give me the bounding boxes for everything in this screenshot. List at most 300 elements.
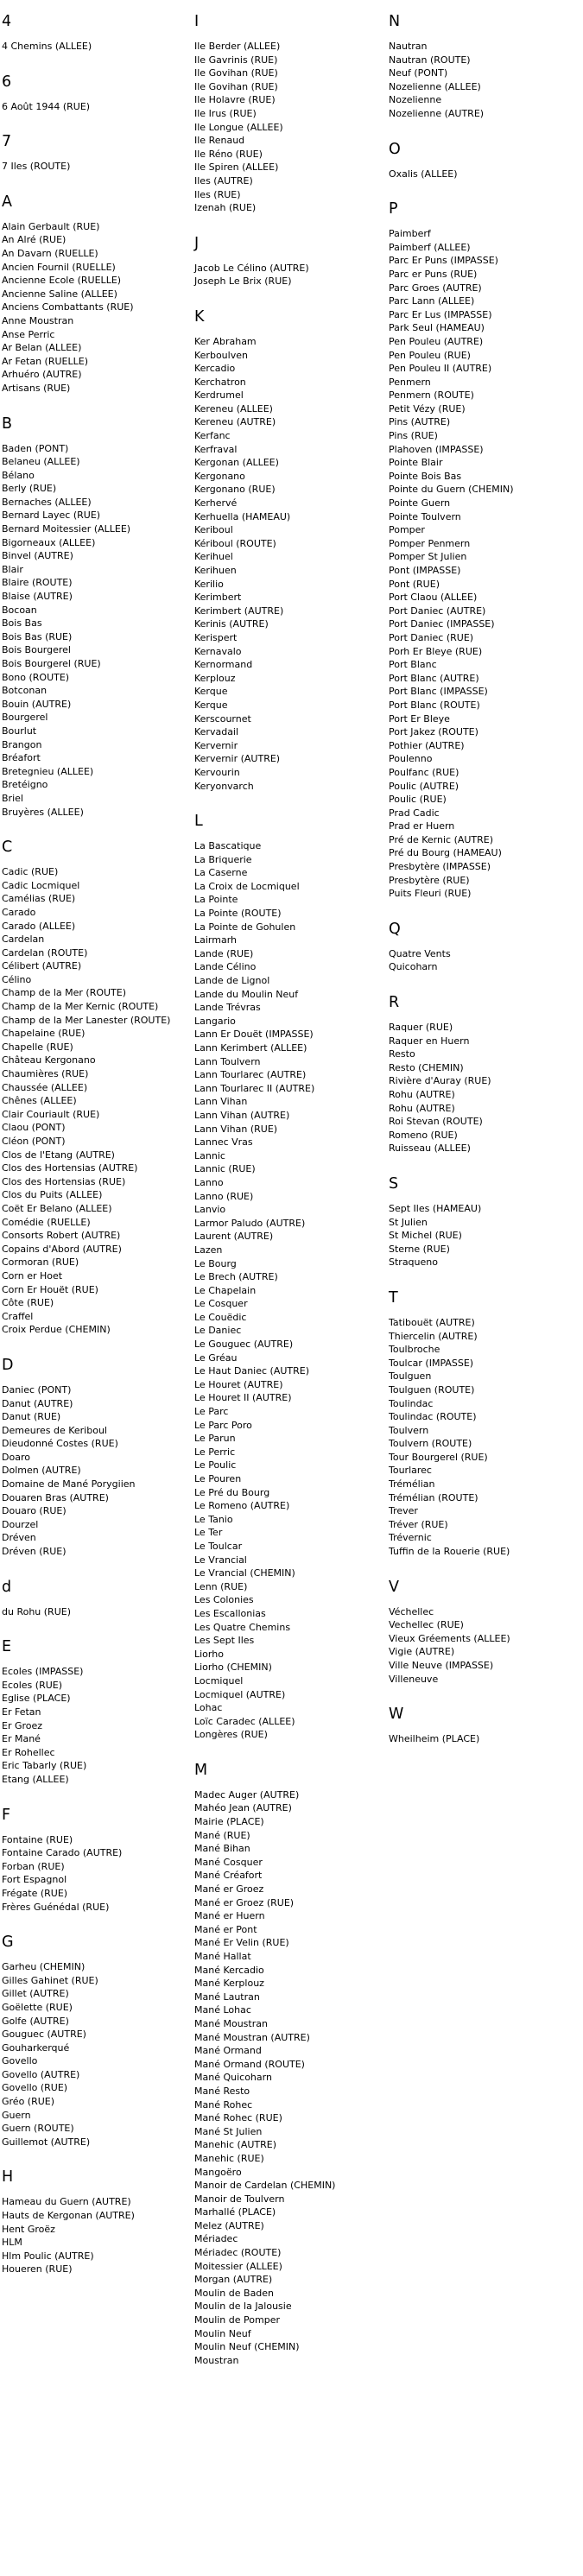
letter-section (389, 1174, 583, 1269)
street-entry: Resto (CHEMIN) (389, 1061, 464, 1073)
street-entry: Port Daniec (RUE) (389, 631, 474, 643)
letter-section (194, 307, 389, 793)
street-entry: Melez (AUTRE) (194, 2219, 264, 2231)
street-entry: Dolmen (AUTRE) (2, 1465, 81, 1477)
street-entry: Comédie (RUELLE) (2, 1216, 91, 1228)
street-entry: Bruyères (ALLEE) (2, 806, 84, 818)
street-entry: Tourlarec (389, 1465, 432, 1477)
street-entry: Douaro (RUE) (2, 1505, 67, 1517)
street-entry: Guillemot (AUTRE) (2, 2136, 91, 2148)
street-entry: Kerplouz (194, 672, 236, 684)
street-entry: Pointe du Guern (CHEMIN) (389, 484, 514, 496)
street-entry: Manoir de Toulvern (194, 2193, 285, 2205)
street-entry: Kerimbert (AUTRE) (194, 604, 284, 617)
street-entry: St Michel (RUE) (389, 1230, 462, 1242)
street-entry: Mané er Pont (194, 1923, 257, 1935)
street-entry: Laurent (AUTRE) (194, 1231, 274, 1243)
street-entry: Chaussée (ALLEE) (2, 1081, 88, 1093)
street-entry: Brangon (2, 738, 42, 750)
street-entry: Gouharkerqué (2, 2041, 70, 2054)
street-entry: Poulic (AUTRE) (389, 780, 459, 792)
street-entry: Cléon (PONT) (2, 1136, 66, 1147)
street-entry: La Pointe de Gohulen (194, 921, 296, 933)
letter-section (2, 1356, 196, 1559)
street-entry: Champ de la Mer Lanester (ROUTE) (2, 1014, 171, 1026)
letter-section (194, 234, 389, 288)
street-entry: Le Brech (AUTRE) (194, 1271, 278, 1283)
street-entry: Toulvern (389, 1424, 429, 1436)
street-entry: La Croix de Locmiquel (194, 880, 300, 892)
street-entry: Prad er Huern (389, 820, 455, 832)
letter-section (389, 920, 583, 974)
street-entry: Château Kergonano (2, 1054, 96, 1066)
letter-section (389, 993, 583, 1155)
street-entry: Guern (2, 2109, 31, 2121)
street-entry: Cadic Locmiquel (2, 879, 80, 891)
street-entry: Moulin Neuf (194, 2327, 251, 2339)
street-entry: Le Parun (194, 1433, 236, 1445)
index-column-3 (389, 12, 583, 1765)
street-entry: Marhallé (PLACE) (194, 2206, 276, 2218)
street-entry: Loïc Caradec (ALLEE) (194, 1715, 295, 1727)
street-entry: Lann Toulvern (194, 1055, 261, 1067)
street-entry: Port Blanc (AUTRE) (389, 672, 479, 684)
street-entry: Le Romeno (AUTRE) (194, 1500, 290, 1512)
section-letter-heading: Q (389, 920, 401, 938)
street-entry: Mané er Groez (RUE) (194, 1896, 295, 1908)
street-entry: Carado (2, 906, 36, 918)
street-entry: An Alré (RUE) (2, 234, 67, 246)
street-entry: Danut (RUE) (2, 1411, 61, 1423)
street-entry: Blair (2, 563, 23, 575)
section-letter-heading: E (2, 1638, 12, 1656)
street-entry: Bois Bourgerel (RUE) (2, 658, 101, 669)
street-entry: Mané Bihan (194, 1843, 250, 1855)
street-entry: Fontaine (RUE) (2, 1833, 73, 1845)
street-entry: Blaise (AUTRE) (2, 591, 73, 603)
street-entry: Le Toulcar (194, 1540, 243, 1552)
street-entry: Poulic (RUE) (389, 794, 447, 806)
street-entry: Parc Er Lus (IMPASSE) (389, 308, 492, 320)
street-entry: Lohac (194, 1702, 223, 1714)
street-entry: Frégate (RUE) (2, 1887, 68, 1899)
street-entry: Moulin de Baden (194, 2287, 275, 2299)
street-entry: Poulfanc (RUE) (389, 766, 459, 778)
street-entry: Hauts de Kergonan (AUTRE) (2, 2210, 135, 2222)
street-entry: Mané Créafort (194, 1870, 263, 1882)
street-entry: Mané Er Velin (RUE) (194, 1937, 289, 1949)
section-letter-heading: d (2, 1578, 12, 1596)
street-entry: Le Vrancial (194, 1554, 247, 1566)
street-entry: Croix Perdue (CHEMIN) (2, 1324, 111, 1336)
section-letter-heading: O (389, 140, 401, 158)
street-entry: Ile Irus (RUE) (194, 107, 257, 119)
street-entry: HLM (2, 2237, 22, 2249)
street-entry: Nozelienne (ALLEE) (389, 80, 481, 92)
street-entry: Trémélian (389, 1478, 435, 1491)
street-entry: Kerhuella (HAMEAU) (194, 510, 291, 522)
street-entry: Pointe Blair (389, 457, 443, 469)
street-entry: Er Fetan (2, 1706, 41, 1718)
street-entry: Ecoles (IMPASSE) (2, 1666, 84, 1678)
street-entry: Briel (2, 792, 23, 804)
street-entry: Tréver (RUE) (389, 1518, 448, 1530)
letter-section (2, 2168, 196, 2276)
street-entry: Kerque (194, 699, 228, 711)
street-entry: Mahéo Jean (AUTRE) (194, 1802, 292, 1814)
street-entry: Ecoles (RUE) (2, 1679, 63, 1691)
letter-section (389, 199, 583, 901)
street-entry: Corn er Hoet (2, 1269, 63, 1282)
street-entry: du Rohu (RUE) (2, 1605, 71, 1617)
street-entry: Nozelienne (389, 94, 442, 106)
street-entry: Bois Bourgerel (2, 644, 71, 656)
street-entry: Doaro (2, 1451, 30, 1463)
street-entry: Parc Er Puns (IMPASSE) (389, 255, 498, 267)
street-entry: Tatibouët (AUTRE) (389, 1316, 475, 1328)
street-entry: Lairmarh (194, 934, 238, 946)
street-entry: Lann Tourlarec (AUTRE) (194, 1069, 307, 1081)
street-entry: Mané Rohec (194, 2098, 253, 2111)
section-letter-heading: M (194, 1761, 208, 1779)
street-entry: Le Ter (194, 1527, 223, 1539)
street-entry: Kériboul (ROUTE) (194, 537, 276, 549)
street-entry: Claou (PONT) (2, 1122, 66, 1134)
street-entry: Chapelle (RUE) (2, 1041, 73, 1053)
street-entry: Toulguen (389, 1370, 432, 1383)
street-entry: Port Jakez (ROUTE) (389, 726, 478, 738)
street-entry: Baden (PONT) (2, 442, 69, 454)
street-entry: Plahoven (IMPASSE) (389, 443, 484, 455)
street-entry: Cardelan (2, 934, 45, 946)
street-entry: Clos des Hortensias (RUE) (2, 1175, 126, 1187)
street-entry: Champ de la Mer (ROUTE) (2, 987, 127, 999)
street-entry: Anne Moustran (2, 314, 74, 326)
street-entry: Bono (ROUTE) (2, 671, 70, 683)
street-entry: Lannic (194, 1149, 225, 1161)
street-entry: Le Daniec (194, 1325, 242, 1337)
section-letter-heading: C (2, 839, 13, 857)
street-entry: La Pointe (ROUTE) (194, 908, 282, 920)
street-entry: Eglise (PLACE) (2, 1693, 71, 1705)
street-entry: Bois Bas (2, 617, 42, 630)
street-entry: Craffel (2, 1310, 34, 1322)
street-entry: Nozelienne (AUTRE) (389, 107, 485, 119)
street-entry: Iles (RUE) (194, 188, 241, 200)
street-entry: Paimberf (389, 228, 431, 240)
street-entry: Hameau du Guern (AUTRE) (2, 2196, 131, 2208)
street-entry: Cormoran (RUE) (2, 1256, 79, 1269)
street-entry: Ile Réno (RUE) (194, 148, 263, 160)
street-entry: Champ de la Mer Kernic (ROUTE) (2, 1001, 159, 1013)
street-entry: Poulenno (389, 753, 433, 765)
street-entry: Presbytère (RUE) (389, 874, 470, 886)
street-entry: Etang (ALLEE) (2, 1773, 69, 1785)
letter-section (389, 140, 583, 181)
street-entry: Clair Couriault (RUE) (2, 1108, 100, 1120)
street-entry: Joseph Le Brix (RUE) (194, 275, 292, 288)
street-entry: Govello (2, 2055, 38, 2067)
street-entry: Pen Pouleu (AUTRE) (389, 335, 484, 347)
street-entry: Govello (AUTRE) (2, 2068, 80, 2080)
street-entry: Toulindac (ROUTE) (389, 1411, 477, 1423)
street-entry: Rivière d'Auray (RUE) (389, 1075, 491, 1087)
street-entry: Parc Groes (AUTRE) (389, 282, 482, 294)
section-letter-heading: D (2, 1356, 14, 1374)
street-entry: Dréven (2, 1532, 36, 1544)
street-entry: Jacob Le Célino (AUTRE) (194, 262, 309, 274)
street-entry: Danut (AUTRE) (2, 1397, 73, 1409)
street-entry: 6 Août 1944 (RUE) (2, 100, 91, 112)
street-entry: Penmern (ROUTE) (389, 389, 474, 402)
street-entry: Kerispert (194, 631, 238, 643)
street-entry: Rohu (AUTRE) (389, 1089, 455, 1100)
street-entry: Kervourin (194, 766, 240, 778)
street-entry: Le Perric (194, 1446, 236, 1458)
letter-section (2, 1933, 196, 2149)
street-entry: Port Blanc (IMPASSE) (389, 686, 488, 698)
street-entry: Le Parc (194, 1406, 229, 1418)
street-entry: Pont (RUE) (389, 578, 440, 590)
street-entry: Nautran (389, 41, 428, 52)
street-entry: Ile Govihan (RUE) (194, 67, 278, 79)
street-entry: Consorts Robert (AUTRE) (2, 1230, 121, 1242)
street-entry: St Julien (389, 1216, 428, 1228)
street-entry: Arhuéro (AUTRE) (2, 369, 82, 381)
street-entry: Bernaches (ALLEE) (2, 496, 92, 508)
street-entry: Domaine de Mané Porygiien (2, 1478, 136, 1491)
street-entry: Liorho (194, 1648, 224, 1660)
street-entry: Mané Kercadio (194, 1964, 264, 1976)
street-entry: Mané Resto (194, 2085, 250, 2097)
street-entry: Clos de l'Etang (AUTRE) (2, 1149, 115, 1161)
street-entry: Ar Belan (ALLEE) (2, 342, 82, 354)
street-entry: Cardelan (ROUTE) (2, 946, 88, 959)
street-entry: Le Vrancial (CHEMIN) (194, 1567, 295, 1579)
street-entry: Lann Er Douët (IMPASSE) (194, 1029, 314, 1041)
street-entry: Vigie (AUTRE) (389, 1646, 455, 1658)
letter-section (389, 1705, 583, 1746)
street-entry: Kerfraval (194, 443, 238, 455)
street-entry: Côte (RUE) (2, 1297, 54, 1309)
street-entry: Toulindac (389, 1397, 434, 1409)
street-entry: Mané Kerplouz (194, 1978, 264, 1990)
street-entry: Blaire (ROUTE) (2, 577, 73, 589)
street-entry: Chaumières (RUE) (2, 1068, 89, 1080)
street-entry: Vieux Gréements (ALLEE) (389, 1632, 510, 1644)
street-entry: Mané Cosquer (194, 1856, 263, 1868)
street-entry: Er Mané (2, 1733, 41, 1745)
street-entry: Lanno (194, 1176, 224, 1188)
index-column-2 (194, 12, 389, 2386)
street-entry: Véchellec (389, 1605, 434, 1617)
street-entry: Bretéigno (2, 779, 48, 791)
street-entry: Petit Vézy (RUE) (389, 402, 466, 415)
street-entry: Toulvern (ROUTE) (389, 1438, 472, 1450)
street-entry: Le Cosquer (194, 1298, 248, 1310)
section-letter-heading: 7 (2, 133, 12, 151)
street-entry: Ile Renaud (194, 135, 245, 147)
street-entry: Porh Er Bleye (RUE) (389, 645, 483, 657)
street-entry: Lande (RUE) (194, 947, 254, 959)
letter-section (2, 415, 196, 820)
street-entry: Demeures de Keriboul (2, 1424, 107, 1436)
street-entry: Ile Longue (ALLEE) (194, 121, 283, 133)
street-entry: Gilles Gahinet (RUE) (2, 1974, 98, 1986)
street-entry: Port Daniec (AUTRE) (389, 604, 486, 617)
street-entry: Carado (ALLEE) (2, 920, 76, 932)
street-entry: Quatre Vents (389, 947, 451, 959)
street-entry: Mané Hallat (194, 1951, 251, 1962)
street-entry: Lann Vihan (194, 1096, 248, 1108)
letter-section (2, 73, 196, 114)
street-entry: Berly (RUE) (2, 483, 57, 495)
street-entry: Copains d'Abord (AUTRE) (2, 1243, 122, 1255)
street-entry: Anciens Combattants (RUE) (2, 301, 134, 313)
street-entry: Port Claou (ALLEE) (389, 592, 478, 604)
street-entry: La Briquerie (194, 853, 252, 865)
street-entry: Liorho (CHEMIN) (194, 1661, 272, 1674)
street-entry: Pomper (389, 524, 425, 536)
street-entry: Pointe Toulvern (389, 510, 461, 522)
street-entry: Locmiquel (194, 1674, 244, 1687)
street-entry: Le Parc Poro (194, 1419, 252, 1431)
section-letter-heading: B (2, 415, 13, 433)
street-entry: Pen Pouleu (RUE) (389, 349, 471, 361)
street-entry: Pont (IMPASSE) (389, 565, 461, 576)
street-entry: Larmor Paludo (AUTRE) (194, 1217, 306, 1229)
street-entry: Mané Lautran (194, 1991, 260, 2003)
street-entry: Clos du Puits (ALLEE) (2, 1189, 103, 1201)
street-entry: Pointe Bois Bas (389, 470, 462, 482)
street-entry: Anse Perric (2, 328, 55, 340)
street-entry: Lanno (RUE) (194, 1190, 254, 1202)
street-entry: Le Haut Daniec (AUTRE) (194, 1365, 310, 1377)
street-entry: Bigorneaux (ALLEE) (2, 536, 96, 548)
street-entry: Prad Cadic (389, 807, 440, 819)
street-entry: Goëlette (RUE) (2, 2001, 73, 2013)
section-letter-heading: K (194, 307, 205, 326)
street-entry: Artisans (RUE) (2, 382, 71, 394)
street-entry: Le Pré du Bourg (194, 1486, 270, 1498)
street-entry: Keriboul (194, 524, 233, 536)
street-entry: Mané St Julien (194, 2125, 263, 2137)
street-entry: Lann Vihan (RUE) (194, 1123, 278, 1135)
street-entry: Forban (RUE) (2, 1860, 65, 1872)
street-entry: Dourzel (2, 1518, 39, 1530)
street-entry: Kergonano (194, 470, 245, 482)
street-entry: Daniec (PONT) (2, 1383, 72, 1396)
street-entry: Parc Lann (ALLEE) (389, 295, 475, 307)
section-letter-heading: W (389, 1706, 404, 1724)
street-entry: Paimberf (ALLEE) (389, 241, 471, 253)
street-entry: Le Houret (AUTRE) (194, 1378, 283, 1390)
street-entry: Kerimbert (194, 592, 242, 604)
street-entry: Ile Berder (ALLEE) (194, 41, 281, 52)
street-entry: Moitessier (ALLEE) (194, 2260, 282, 2272)
street-entry: Célino (2, 973, 32, 985)
section-letter-heading: A (2, 193, 12, 211)
street-entry: Le Gouguec (AUTRE) (194, 1339, 294, 1351)
street-entry: Golfe (AUTRE) (2, 2015, 69, 2027)
street-entry: An Davarn (RUELLE) (2, 247, 98, 259)
street-entry: Moustran (194, 2354, 239, 2366)
street-entry: Resto (389, 1048, 415, 1060)
street-entry: Neuf (PONT) (389, 67, 448, 79)
section-letter-heading: J (194, 234, 200, 252)
street-entry: Kerinis (AUTRE) (194, 618, 269, 630)
street-entry: Port Blanc (389, 659, 437, 671)
street-entry: Manehic (RUE) (194, 2152, 264, 2164)
street-entry: Moulin de Pomper (194, 2314, 280, 2326)
street-entry: Ar Fetan (RUELLE) (2, 355, 88, 367)
street-entry: Bourlut (2, 725, 37, 737)
street-entry: Pen Pouleu II (AUTRE) (389, 363, 492, 375)
street-entry: Chênes (ALLEE) (2, 1095, 77, 1107)
street-entry: Kerihuel (194, 551, 233, 563)
street-entry: Ile Govihan (RUE) (194, 80, 278, 92)
street-entry: Kervernir (194, 739, 238, 751)
street-entry: Lann Tourlarec II (AUTRE) (194, 1082, 315, 1094)
street-entry: Toulguen (ROUTE) (389, 1383, 475, 1396)
letter-section (194, 1761, 389, 2368)
street-entry: Pomper St Julien (389, 551, 467, 563)
street-entry: Lande Trévras (194, 1002, 261, 1014)
street-entry: Les Sept Iles (194, 1635, 255, 1647)
street-entry: Presbytère (IMPASSE) (389, 861, 491, 873)
street-entry: Bernard Moitessier (ALLEE) (2, 523, 131, 535)
street-entry: Les Colonies (194, 1594, 254, 1606)
street-entry: Binvel (AUTRE) (2, 550, 73, 562)
street-entry: Mané (RUE) (194, 1829, 250, 1841)
street-entry: Iles (AUTRE) (194, 174, 253, 187)
street-entry: Port Er Bleye (389, 712, 450, 725)
section-letter-heading: N (389, 13, 401, 30)
street-entry: Botconan (2, 685, 48, 697)
street-entry: Ile Gavrinis (RUE) (194, 54, 278, 66)
street-entry: Lande de Lignol (194, 975, 270, 987)
street-entry: Frères Guénédal (RUE) (2, 1901, 110, 1913)
street-entry: Hent Groëz (2, 2223, 55, 2235)
street-entry: Kerilio (194, 578, 224, 590)
street-entry: Trever (389, 1505, 418, 1517)
street-entry: Bois Bas (RUE) (2, 630, 73, 642)
street-entry: Manoir de Cardelan (CHEMIN) (194, 2180, 336, 2192)
section-letter-heading: R (389, 994, 400, 1012)
street-entry: Mané Lohac (194, 2004, 251, 2016)
street-entry: Le Pouren (194, 1473, 242, 1484)
street-entry: Port Blanc (ROUTE) (389, 699, 480, 711)
street-entry: La Caserne (194, 867, 248, 879)
street-entry: Kervadail (194, 726, 239, 738)
street-entry: Guern (ROUTE) (2, 2123, 74, 2135)
street-entry: Kervernir (AUTRE) (194, 753, 281, 765)
letter-section (2, 12, 196, 54)
street-entry: Mané Ormand (ROUTE) (194, 2058, 305, 2070)
street-entry: Hlm Poulic (AUTRE) (2, 2250, 94, 2262)
street-entry: Thiercelin (AUTRE) (389, 1330, 478, 1342)
street-entry: Bouin (AUTRE) (2, 698, 72, 710)
street-entry: Ruisseau (ALLEE) (389, 1142, 471, 1155)
street-entry: La Pointe (194, 894, 238, 906)
street-entry: Sterne (RUE) (389, 1243, 450, 1255)
street-entry: Ancienne Saline (ALLEE) (2, 288, 117, 300)
street-entry: Quicoharn (389, 961, 438, 973)
street-entry: Trémélian (ROUTE) (389, 1491, 478, 1503)
street-entry: Izenah (RUE) (194, 202, 257, 214)
street-entry: Le Poulic (194, 1459, 237, 1472)
street-entry: Raquer en Huern (389, 1035, 470, 1047)
